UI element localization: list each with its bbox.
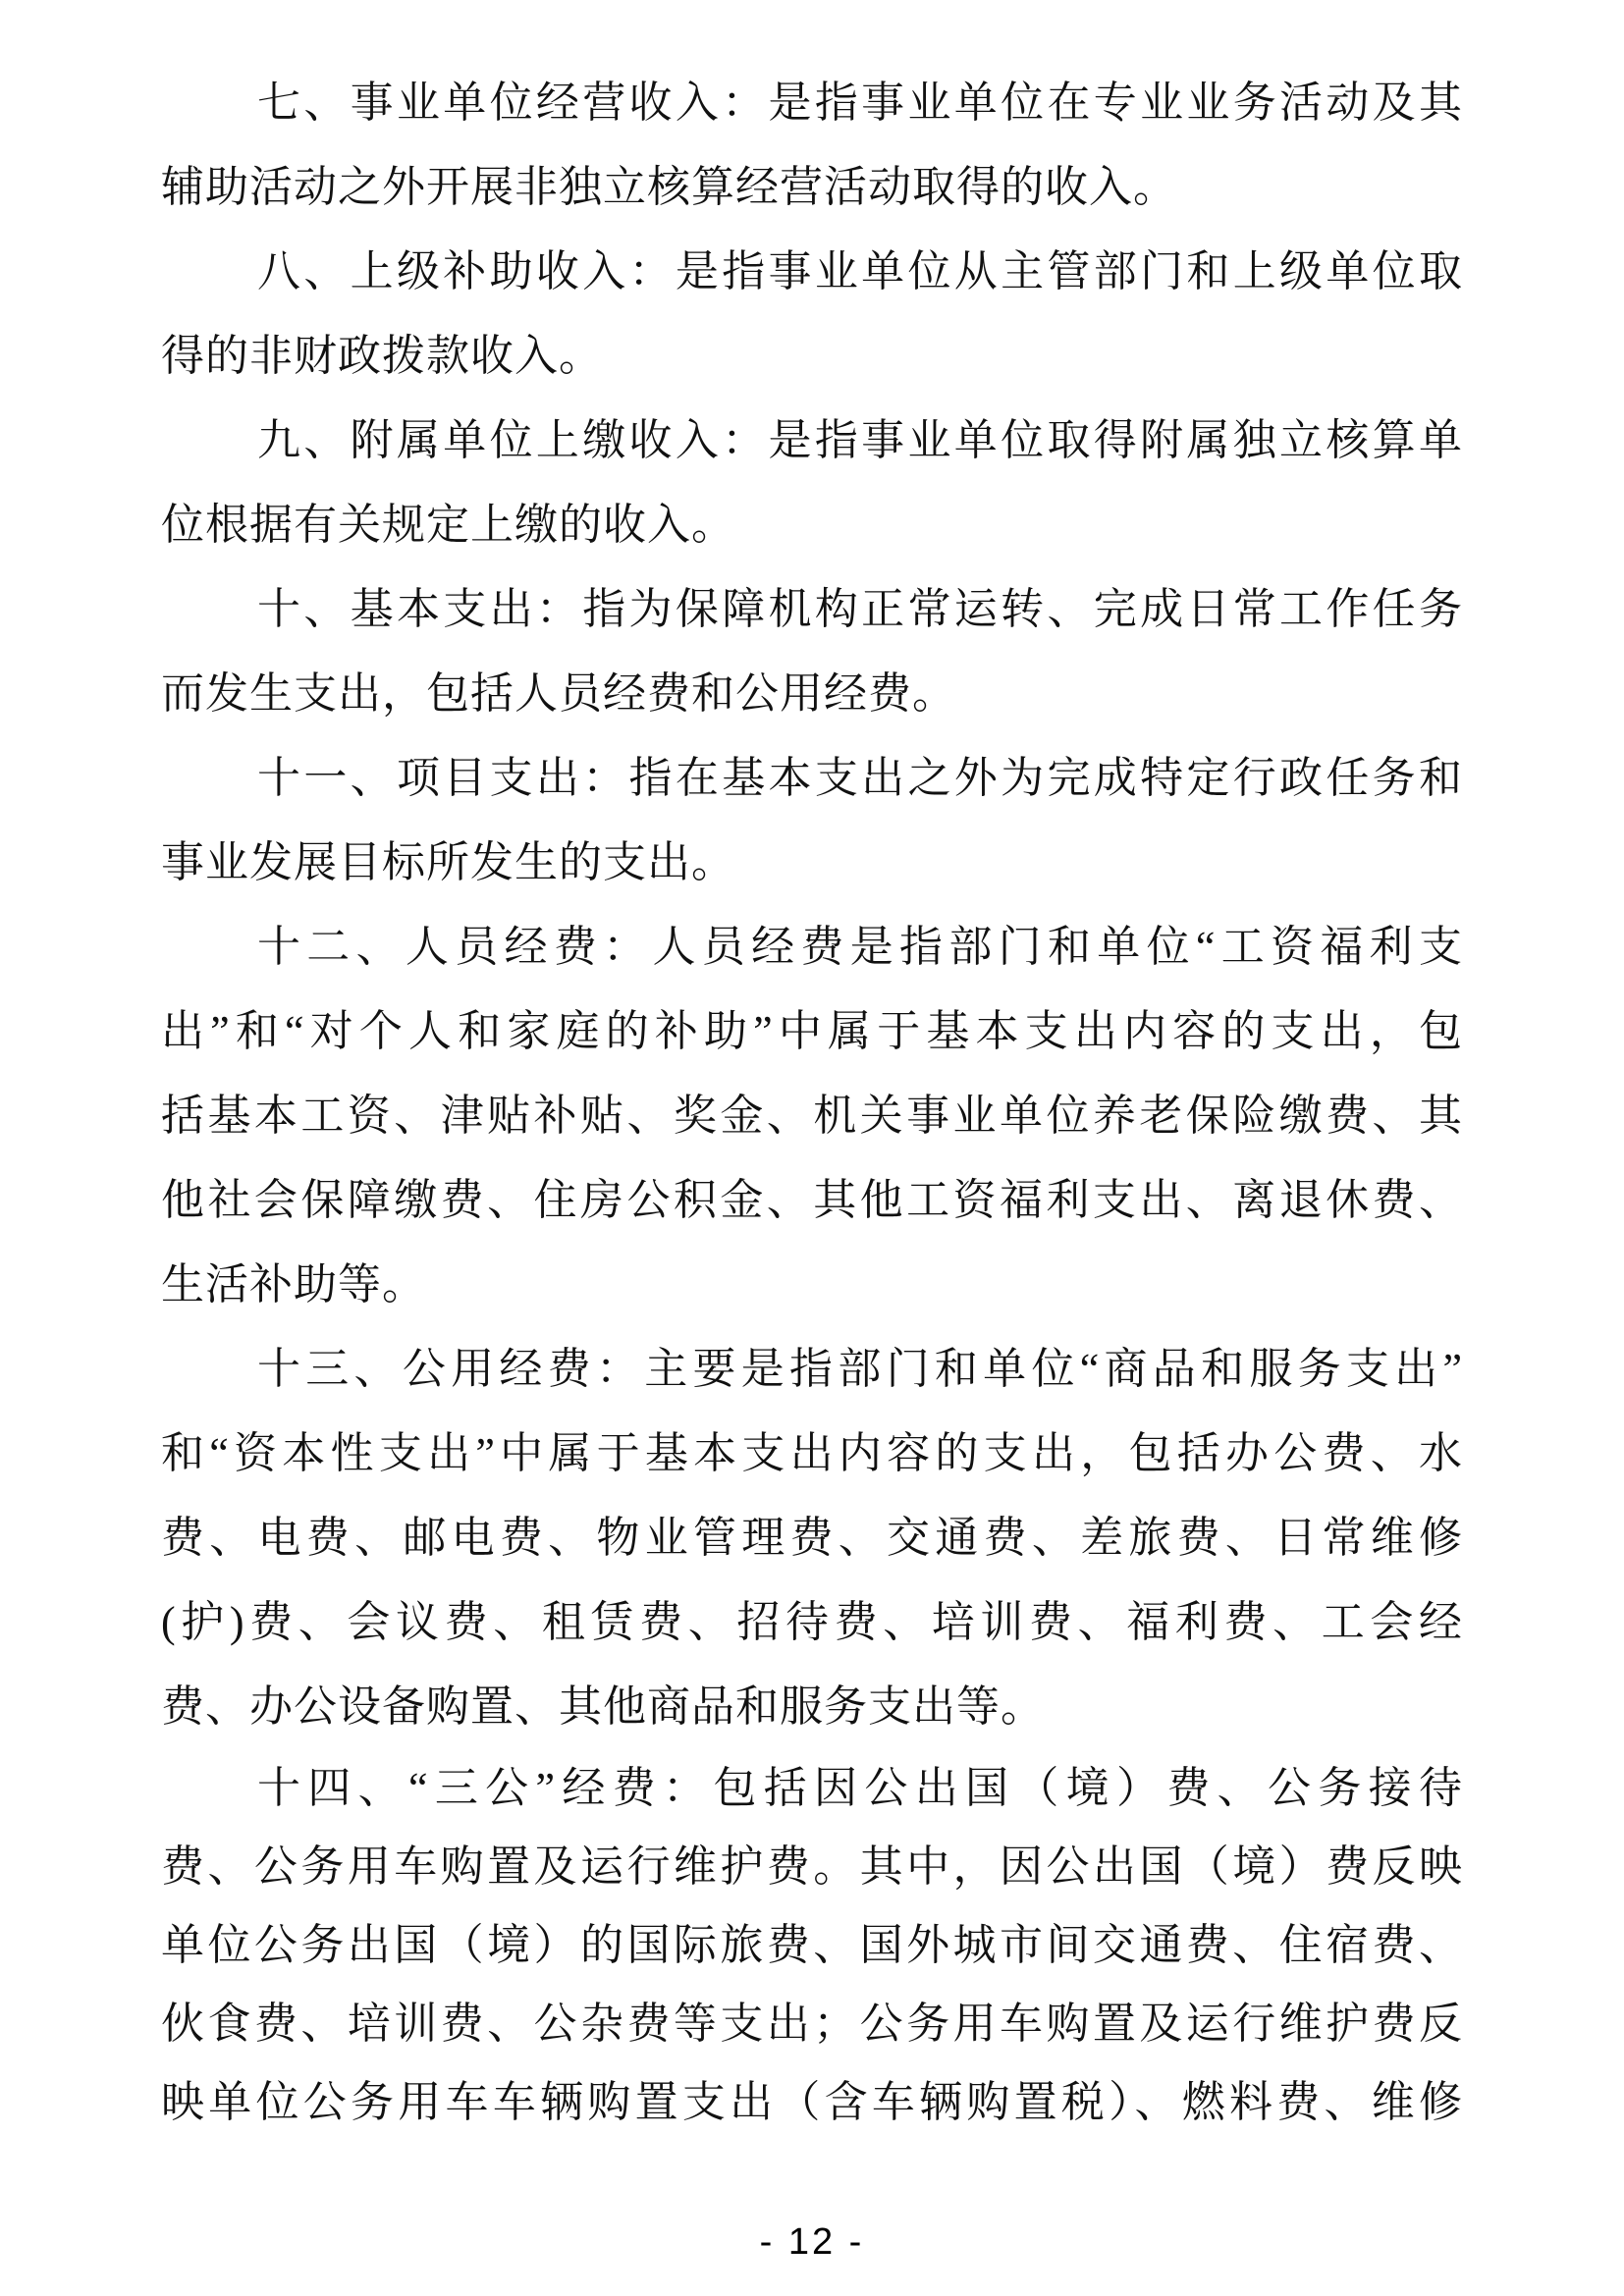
text-line: 生活补助等。 — [161, 1260, 426, 1308]
text-line: 费、公务用车购置及运行维护费。其中，因公出国（境）费反映 — [161, 1842, 1463, 1891]
text-line: 映单位公务用车车辆购置支出（含车辆购置税）、燃料费、维修 — [161, 2078, 1463, 2126]
text-line: 十四、“三公”经费：包括因公出国（境）费、公务接待 — [257, 1764, 1463, 1812]
text-line: 伙食费、培训费、公杂费等支出；公务用车购置及运行维护费反 — [161, 2000, 1463, 2048]
text-line: (护)费、会议费、租赁费、招待费、培训费、福利费、工会经 — [161, 1598, 1463, 1646]
text-line: 十三、公用经费：主要是指部门和单位“商品和服务支出” — [257, 1345, 1463, 1393]
text-line: 位根据有关规定上缴的收入。 — [161, 501, 735, 549]
text-line: 十一、项目支出：指在基本支出之外为完成特定行政任务和 — [257, 754, 1463, 802]
text-line: 得的非财政拨款收入。 — [161, 332, 603, 380]
text-line: 出”和“对个人和家庭的补助”中属于基本支出内容的支出，包 — [161, 1007, 1463, 1055]
text-line: 十二、人员经费：人员经费是指部门和单位“工资福利支 — [257, 923, 1463, 971]
text-line: 八、上级补助收入：是指事业单位从主管部门和上级单位取 — [257, 247, 1463, 295]
page-number: - 12 - — [759, 2221, 865, 2263]
text-line: 辅助活动之外开展非独立核算经营活动取得的收入。 — [161, 163, 1177, 211]
document-body — [161, 61, 1463, 2142]
text-line: 费、办公设备购置、其他商品和服务支出等。 — [161, 1682, 1045, 1731]
text-line: 单位公务出国（境）的国际旅费、国外城市间交通费、住宿费、 — [161, 1921, 1463, 1969]
text-line: 括基本工资、津贴补贴、奖金、机关事业单位养老保险缴费、其 — [161, 1092, 1463, 1140]
text-line: 和“资本性支出”中属于基本支出内容的支出，包括办公费、水 — [161, 1429, 1463, 1477]
text-line: 七、事业单位经营收入：是指事业单位在专业业务活动及其 — [257, 79, 1463, 127]
text-line: 九、附属单位上缴收入：是指事业单位取得附属独立核算单 — [257, 416, 1463, 464]
text-line: 事业发展目标所发生的支出。 — [161, 838, 735, 886]
text-line: 而发生支出，包括人员经费和公用经费。 — [161, 669, 956, 718]
text-line: 费、电费、邮电费、物业管理费、交通费、差旅费、日常维修 — [161, 1514, 1463, 1562]
text-line: 他社会保障缴费、住房公积金、其他工资福利支出、离退休费、 — [161, 1176, 1463, 1224]
text-line: 十、基本支出：指为保障机构正常运转、完成日常工作任务 — [257, 585, 1463, 633]
